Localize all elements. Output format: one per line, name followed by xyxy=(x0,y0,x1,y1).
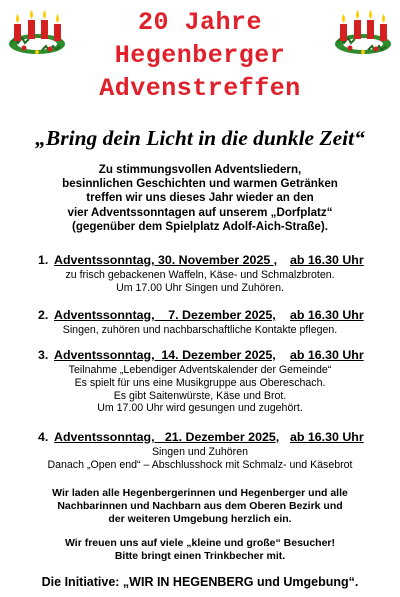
title-line-1: 20 Jahre xyxy=(137,8,263,37)
event-time: ab 16.30 Uhr xyxy=(290,348,364,362)
visitors-line: Wir freuen uns auf viele „kleine und große“ Besucher! xyxy=(64,537,336,549)
event-line: Teilnahme „Lebendiger Adventskalender der Gemeinde“ xyxy=(68,364,332,376)
event-date: Adventssonntag, 30. November 2025 , xyxy=(54,253,278,267)
event-time: ab 16.30 Uhr xyxy=(290,308,364,322)
intro-line: Zu stimmungsvollen Adventsliedern, xyxy=(98,163,302,176)
title-line-2: Hegenberger xyxy=(114,41,286,70)
motto: „Bring dein Licht in die dunkle Zeit“ xyxy=(35,126,365,150)
visitors-line: Bitte bringt einen Trinkbecher mit. xyxy=(114,550,286,562)
event-1 xyxy=(0,253,400,295)
event-heading xyxy=(0,253,400,269)
event-heading xyxy=(0,348,400,364)
event-line: Es gibt Saitenwürste, Käse und Brot. xyxy=(113,389,287,402)
event-number: 2. xyxy=(38,308,49,322)
intro-paragraph xyxy=(0,163,400,234)
event-heading xyxy=(0,430,400,446)
title-line-3: Advenstreffen xyxy=(99,74,301,103)
visitors-paragraph xyxy=(0,537,400,563)
invitation-line: der weiteren Umgebung herzlich ein. xyxy=(108,513,292,525)
event-line: Danach „Open end“ – Abschlusshock mit Schmalz- und Käsebrot xyxy=(47,458,353,471)
event-2 xyxy=(0,308,400,337)
invitation-paragraph xyxy=(0,487,400,526)
event-3 xyxy=(0,348,400,415)
invitation-line: Wir laden alle Hegenbergerinnen und Hegenberger und alle xyxy=(52,487,348,499)
event-line: Um 17.00 Uhr Singen und Zuhören. xyxy=(116,281,284,294)
event-date: Adventssonntag, 7. Dezember 2025, xyxy=(54,308,276,322)
event-line: zu frisch gebackenen Waffeln, Käse- und Schmalzbroten. xyxy=(65,269,335,281)
event-description xyxy=(0,269,400,295)
event-date: Adventssonntag, 14. Dezember 2025, xyxy=(54,348,276,362)
event-heading xyxy=(0,308,400,324)
invitation-line: Nachbarinnen und Nachbarn aus dem Oberen Bezirk und xyxy=(57,500,343,512)
event-4 xyxy=(0,430,400,472)
event-line: Singen und Zuhören xyxy=(151,446,248,458)
event-description xyxy=(0,364,400,415)
event-date: Adventssonntag, 21. Dezember 2025, xyxy=(54,430,280,444)
event-number: 4. xyxy=(38,430,49,444)
initiative-line: Die Initiative: „WIR IN HEGENBERG und Umgebung“. xyxy=(41,575,359,589)
event-line: Singen, zuhören und nachbarschaftliche Kontakte pflegen. xyxy=(62,324,338,336)
event-description xyxy=(0,446,400,472)
intro-line: (gegenüber dem Spielplatz Adolf-Aich-Straße). xyxy=(72,219,328,233)
event-description xyxy=(0,324,400,337)
event-number: 3. xyxy=(38,348,49,362)
intro-line: treffen wir uns dieses Jahr wieder an den xyxy=(86,191,314,205)
event-line: Es spielt für uns eine Musikgruppe aus Obereschach. xyxy=(74,376,326,389)
intro-line: vier Adventssonntagen auf unserem „Dorfplatz“ xyxy=(67,205,333,219)
event-time: ab 16.30 Uhr xyxy=(290,253,364,267)
event-number: 1. xyxy=(38,253,49,267)
event-time: ab 16.30 Uhr xyxy=(290,430,364,444)
intro-line: besinnlichen Geschichten und warmen Getränken xyxy=(62,177,338,191)
event-line: Um 17.00 Uhr wird gesungen und zugehört. xyxy=(97,402,303,415)
